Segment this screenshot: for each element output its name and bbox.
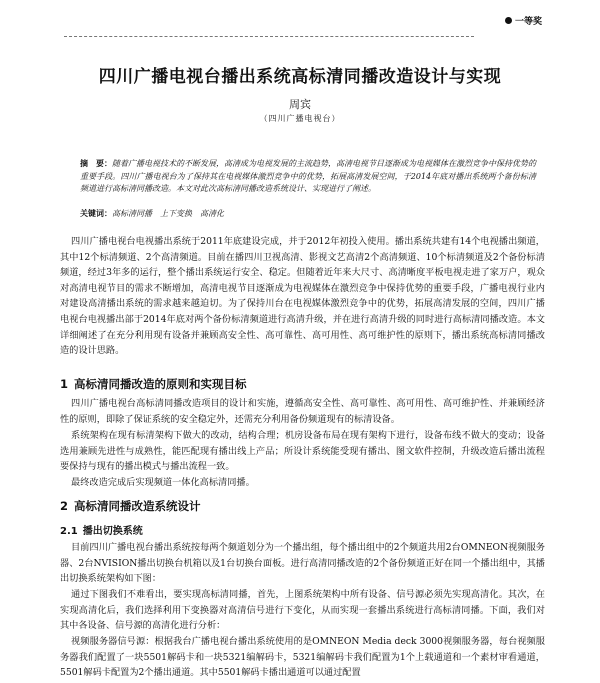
keywords: [80, 208, 536, 219]
section-1-title: 高标清同播改造的原则和实现目标: [74, 377, 247, 391]
section-2-heading: [60, 498, 201, 514]
award-badge-label: 一等奖: [514, 17, 542, 27]
section-2-1-paragraph-1: 目前四川广播电视台播出系统按每两个频道划分为一个播出组，每个播出组中的2个频道共用2台OMNEON视频服务器、2台NVISION播出切换台机箱以及1台切换台面板。进行高清同播改造的2个备份频道正好在同一个播出组中，其播出切换系统架构如下图：: [60, 542, 545, 585]
article-affiliation: （四川广播电视台）: [259, 114, 341, 123]
article-title: 四川广播电视台播出系统高标清同播改造设计与实现: [98, 67, 502, 87]
bullet-icon: [505, 17, 512, 24]
abstract-text: 随着广播电视技术的不断发展，高清成为电视发展的主流趋势，高清电视节目逐渐成为电视媒体在激烈竞争中保持优势的重要手段。四川广播电视台为了保持其在电视媒体激烈竞争中的优势，拓展高清发展空间，于2014年底对播出系统两个备份标清频道进行高标清同播改造。本文对此次高标清同播改造系统设计、实现进行了阐述。: [80, 159, 536, 193]
section-1-number: 1: [60, 377, 69, 391]
award-badge: [505, 14, 542, 27]
section-1-heading: [60, 376, 247, 392]
section-1-paragraph-2: 系统架构在现有标清架构下做大的改动，结构合理；机房设备布局在现有架构下进行，设备布线不做大的变动；设备选用兼顾先进性与成熟性，能匹配现有播出线上产品；所设计系统能受现有播出、图文软件控制，升级改造后播出流程要保持与现有的播出模式与播出流程一致。: [60, 430, 545, 473]
section-2-1-heading: [60, 522, 143, 537]
section-2-title: 高标清同播改造系统设计: [74, 499, 201, 513]
section-1-paragraph-1: 四川广播电视台高标清同播改造项目的设计和实施，遵循高安全性、高可靠性、高可用性、高可维护性、并兼顾经济性的原则，即除了保证系统的安全稳定外，还需充分利用备份频道现有的标清设备。: [60, 398, 545, 425]
abstract-label: 摘 要：: [80, 158, 112, 168]
section-1-paragraph-3: 最终改造完成后实现频道一体化高标清同播。: [71, 477, 255, 488]
abstract: [80, 157, 536, 196]
section-2-number: 2: [60, 499, 69, 513]
header-rule: [64, 36, 474, 37]
intro-paragraph: 四川广播电视台电视播出系统于2011年底建设完成，并于2012年初投入使用。播出系统共建有14个电视播出频道，其中12个标清频道、2个高清频道。目前在播四川卫视高清、影视文艺高清2个高清频道、10个标清频道及2个备份标清频道，经过3年多的运行，整个播出系统运行安全、稳定。但随着近年来大尺寸、高清晰度平板电视走进了家万户，观众对高清电视节目的需求不断增加，高清电视节目逐渐成为电视媒体在激烈竞争中保持优势的重要手段，广播电视行业内对建设高清播出系统的需求越来越迫切。为了保持川台在电视媒体激烈竞争中的优势，拓展高清发展的空间，四川广播电视台电视播出部于2014年底对两个备份标清频道进行高清升级，并在进行高清升级的同时进行高标清同播改造。本文详细阐述了在充分利用现有设备并兼顾高安全性、高可靠性、高可用性、高可维护性的原则下，播出系统高标清同播改造的设计思路。: [60, 236, 545, 357]
section-2-1-paragraph-3: 视频服务器信号源：根据我台广播电视台播出系统使用的是OMNEON Media deck 3000视频服务器，每台视频服务器我们配置了一块5501解码卡和一块5321编解码卡，5321编解码卡我们配置为1个上载通道和一个素材审看通道，5501解码卡配置为2个播出通道。其中5501解码卡播出通道可以通过配置: [60, 636, 545, 679]
keywords-label: 关键词：: [80, 208, 112, 218]
keywords-text: 高标清同播 上下变换 高清化: [112, 209, 224, 218]
section-2-1-number: 2.1: [60, 526, 78, 537]
section-2-1-title: 播出切换系统: [82, 526, 143, 537]
article-author: 周宾: [289, 98, 311, 111]
section-2-1-paragraph-2: 通过下图我们不难看出，要实现高标清同播，首先，上图系统架构中所有设备、信号源必须先实现高清化。其次，在实现高清化后，我们选择利用下变换器对高清信号进行下变化，从而实现一套播出系统进行高标清同播。下面，我们对其中各设备、信号源的高清化进行分析：: [60, 589, 545, 632]
